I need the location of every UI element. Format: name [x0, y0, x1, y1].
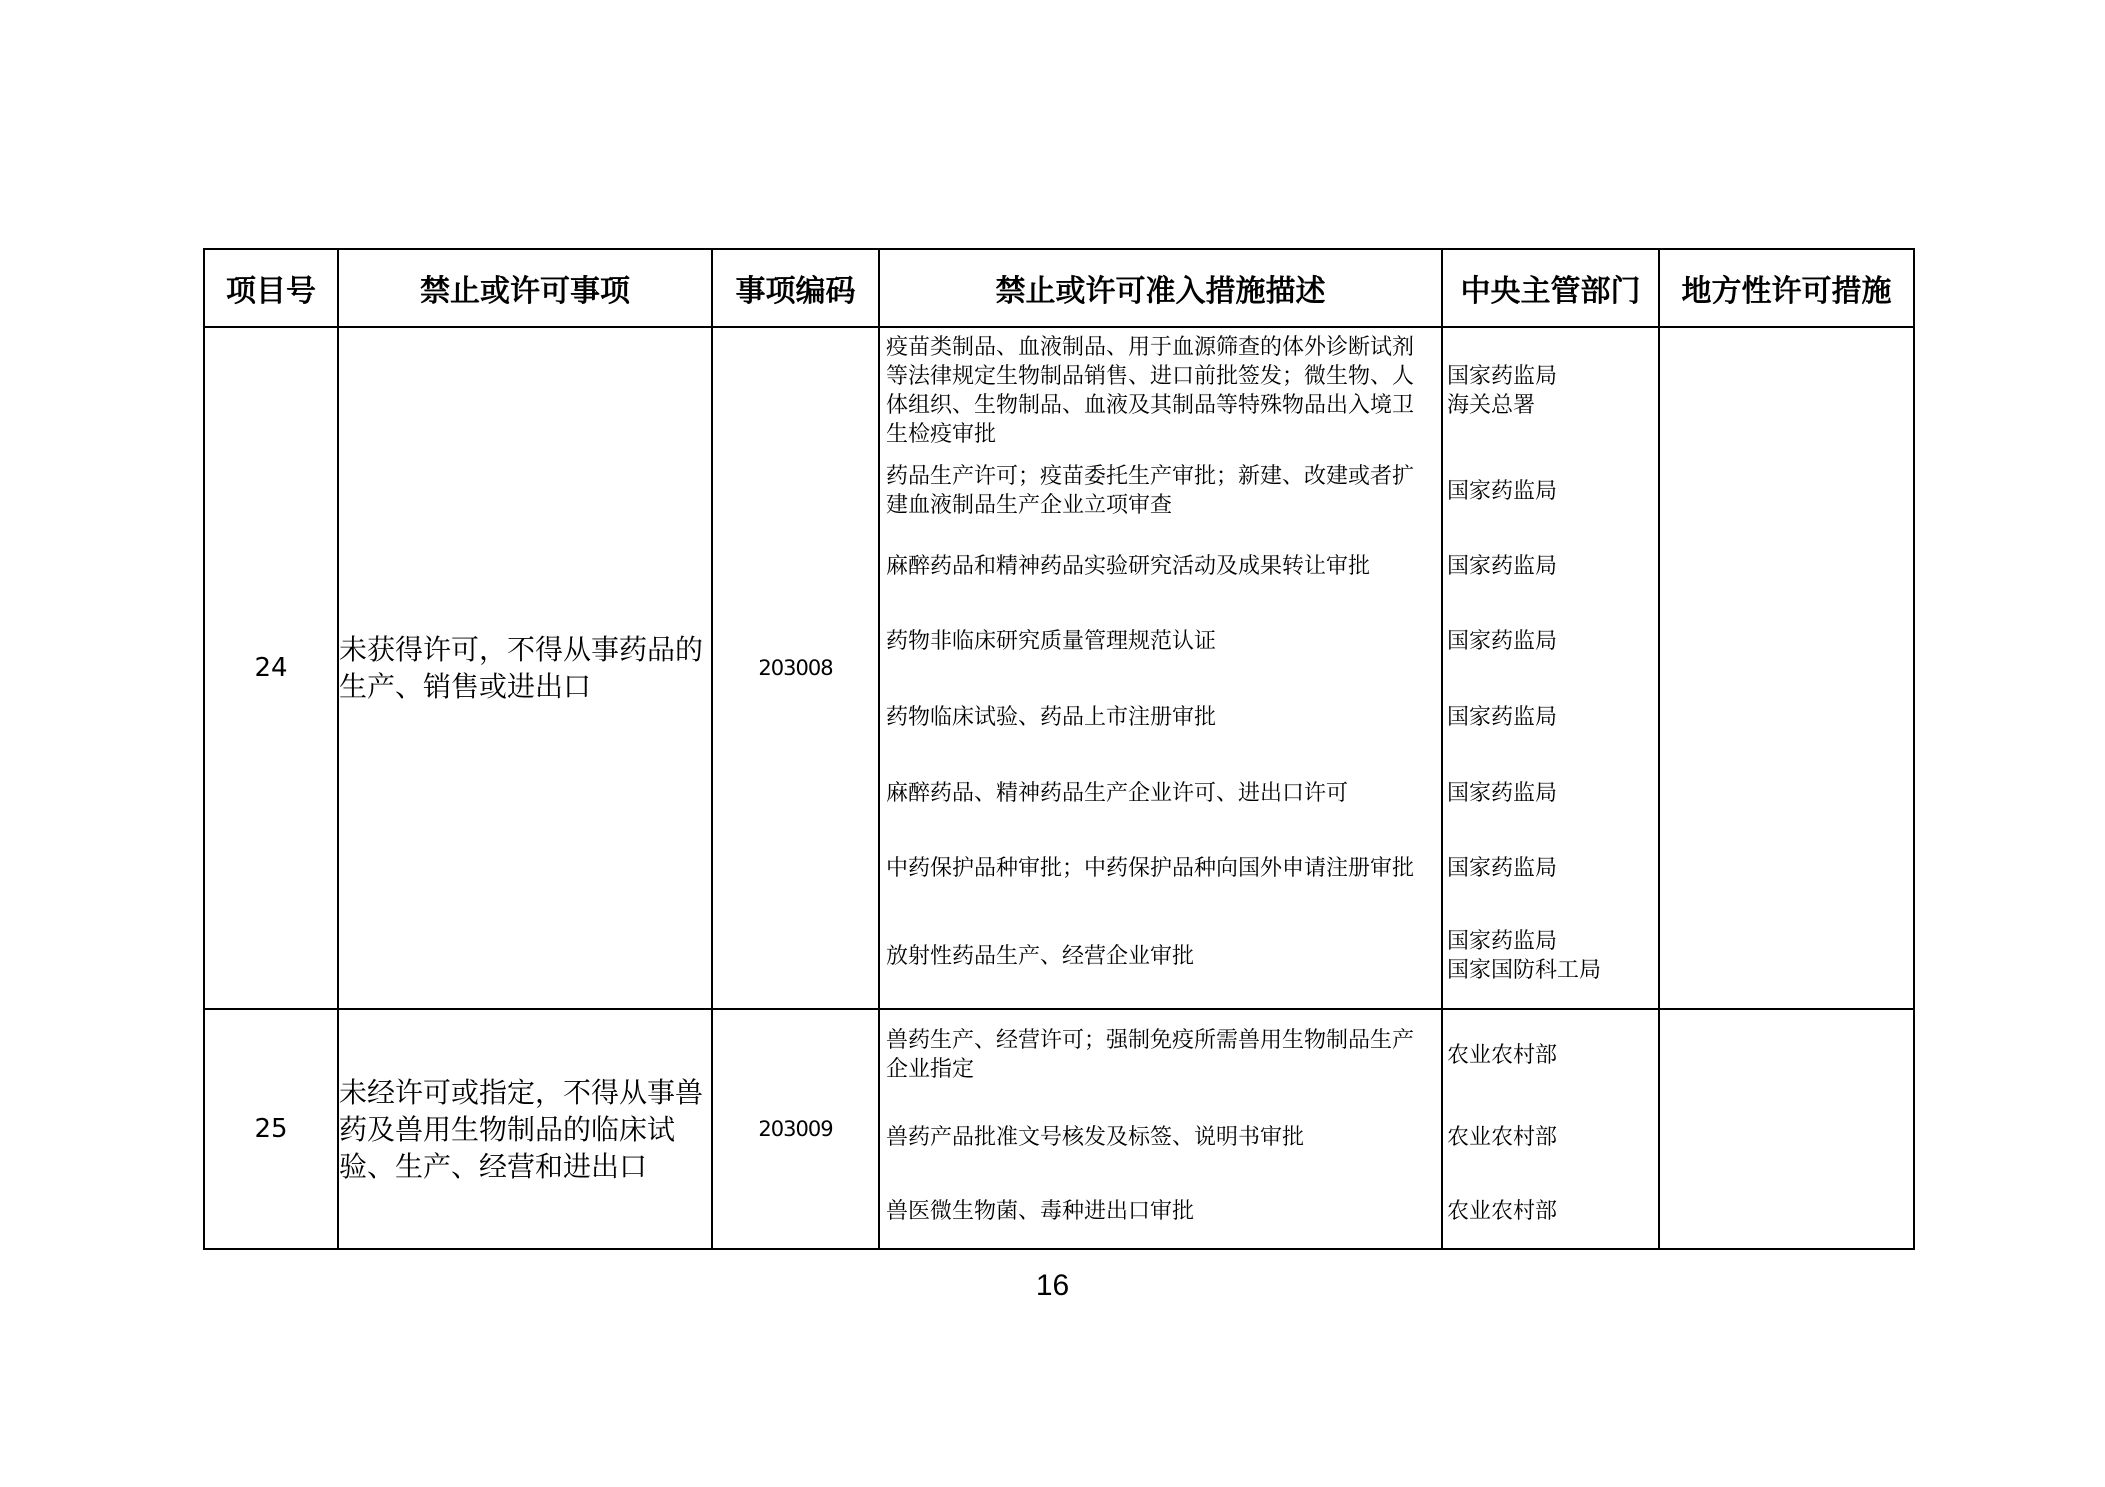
- department-name: 农业农村部: [1447, 1042, 1558, 1068]
- row-number: 25: [204, 1009, 338, 1249]
- measure-description-list: [879, 1009, 1442, 1249]
- department-name: 国家药监局: [1447, 855, 1558, 881]
- department-name: 国家国防科工局: [1447, 958, 1602, 983]
- measure-description: 疫苗类制品、血液制品、用于血源筛查的体外诊断试剂等法律规定生物制品销售、进口前批签发；微生物、人体组织、生物制品、血液及其制品等特殊物品出入境卫生检疫审批: [886, 335, 1415, 447]
- measure-description: 放射性药品生产、经营企业审批: [886, 943, 1195, 969]
- department-name: 国家药监局: [1447, 929, 1558, 954]
- measure-description: 麻醉药品和精神药品实验研究活动及成果转让审批: [886, 553, 1371, 579]
- department-name: 农业农村部: [1447, 1198, 1558, 1224]
- row-item: 未获得许可，不得从事药品的生产、销售或进出口: [338, 327, 712, 1009]
- department-name: 国家药监局: [1447, 628, 1558, 654]
- table-row: [204, 1009, 1914, 1249]
- row-code: 203009: [712, 1009, 879, 1249]
- header-central-department: 中央主管部门: [1442, 249, 1659, 327]
- measure-description: 兽药生产、经营许可；强制免疫所需兽用生物制品生产企业指定: [886, 1028, 1415, 1082]
- department-list: [1442, 327, 1659, 1009]
- header-local-measures: 地方性许可措施: [1659, 249, 1914, 327]
- department-name: 国家药监局: [1447, 478, 1558, 504]
- department-cell: [1443, 906, 1658, 1006]
- row-item: 未经许可或指定，不得从事兽药及兽用生物制品的临床试验、生产、经营和进出口: [338, 1009, 712, 1249]
- header-item: 禁止或许可事项: [338, 249, 712, 327]
- header-item-code: 事项编码: [712, 249, 879, 327]
- table-row: [204, 327, 1914, 1009]
- row-code: 203008: [712, 327, 879, 1009]
- measure-description-list: [879, 327, 1442, 1009]
- table-header-row: [204, 249, 1914, 327]
- measure-description: 药物非临床研究质量管理规范认证: [886, 628, 1217, 654]
- header-item-number: 项目号: [204, 249, 338, 327]
- local-measures-cell: [1659, 1009, 1914, 1249]
- department-name: 海关总署: [1447, 393, 1536, 418]
- department-name: 国家药监局: [1447, 364, 1558, 389]
- local-measures-cell: [1659, 327, 1914, 1009]
- measure-description: 兽药产品批准文号核发及标签、说明书审批: [886, 1124, 1305, 1150]
- department-name: 国家药监局: [1447, 704, 1558, 730]
- permit-table: [203, 248, 1915, 1250]
- department-cell: [1443, 328, 1658, 454]
- department-name: 国家药监局: [1447, 553, 1558, 579]
- department-list: [1442, 1009, 1659, 1249]
- measure-description: 麻醉药品、精神药品生产企业许可、进出口许可: [886, 780, 1349, 806]
- measure-description: 药物临床试验、药品上市注册审批: [886, 704, 1217, 730]
- measure-description: 药品生产许可；疫苗委托生产审批；新建、改建或者扩建血液制品生产企业立项审查: [886, 464, 1415, 518]
- header-measure-description: 禁止或许可准入措施描述: [879, 249, 1442, 327]
- measure-description: 中药保护品种审批；中药保护品种向国外申请注册审批: [886, 855, 1415, 881]
- measure-description: 兽医微生物菌、毒种进出口审批: [886, 1198, 1195, 1224]
- department-name: 农业农村部: [1447, 1124, 1558, 1150]
- row-number: 24: [204, 327, 338, 1009]
- department-name: 国家药监局: [1447, 780, 1558, 806]
- page-number: 16: [1035, 1269, 1070, 1302]
